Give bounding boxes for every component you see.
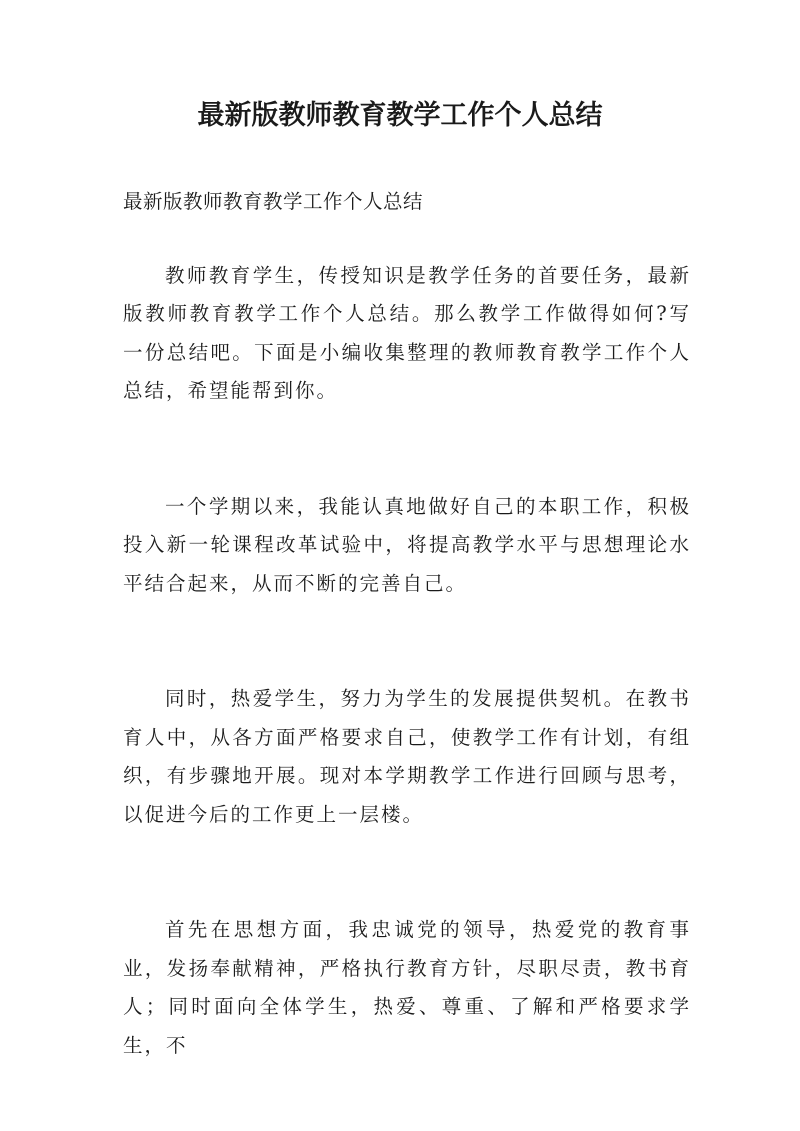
paragraph-semester: 一个学期以来，我能认真地做好自己的本职工作，积极投入新一轮课程改革试验中，将提高教学水平与思想理论水平结合起来，从而不断的完善自己。 — [123, 494, 691, 595]
document-subtitle: 最新版教师教育教学工作个人总结 — [123, 190, 424, 213]
paragraph-ideology: 首先在思想方面，我忠诚党的领导，热爱党的教育事业，发扬奉献精神，严格执行教育方针，尽职尽责，教书育人；同时面向全体学生，热爱、尊重、了解和严格要求学生，不 — [123, 918, 691, 1057]
spacer — [123, 411, 691, 488]
spacer — [123, 222, 691, 257]
document-body — [123, 183, 691, 1065]
paragraph-students: 同时，热爱学生，努力为学生的发展提供契机。在教书育人中，从各方面严格要求自己，使教学工作有计划，有组织，有步骤地开展。现对本学期教学工作进行回顾与思考，以促进今后的工作更上一层楼。 — [123, 687, 691, 826]
spacer — [123, 834, 691, 911]
spacer — [123, 603, 691, 680]
paragraph-intro: 教师教育学生，传授知识是教学任务的首要任务，最新版教师教育教学工作个人总结。那么教学工作做得如何?写一份总结吧。下面是小编收集整理的教师教育教学工作个人总结，希望能帮到你。 — [123, 263, 691, 402]
document-title: 最新版教师教育教学工作个人总结 — [197, 100, 603, 131]
